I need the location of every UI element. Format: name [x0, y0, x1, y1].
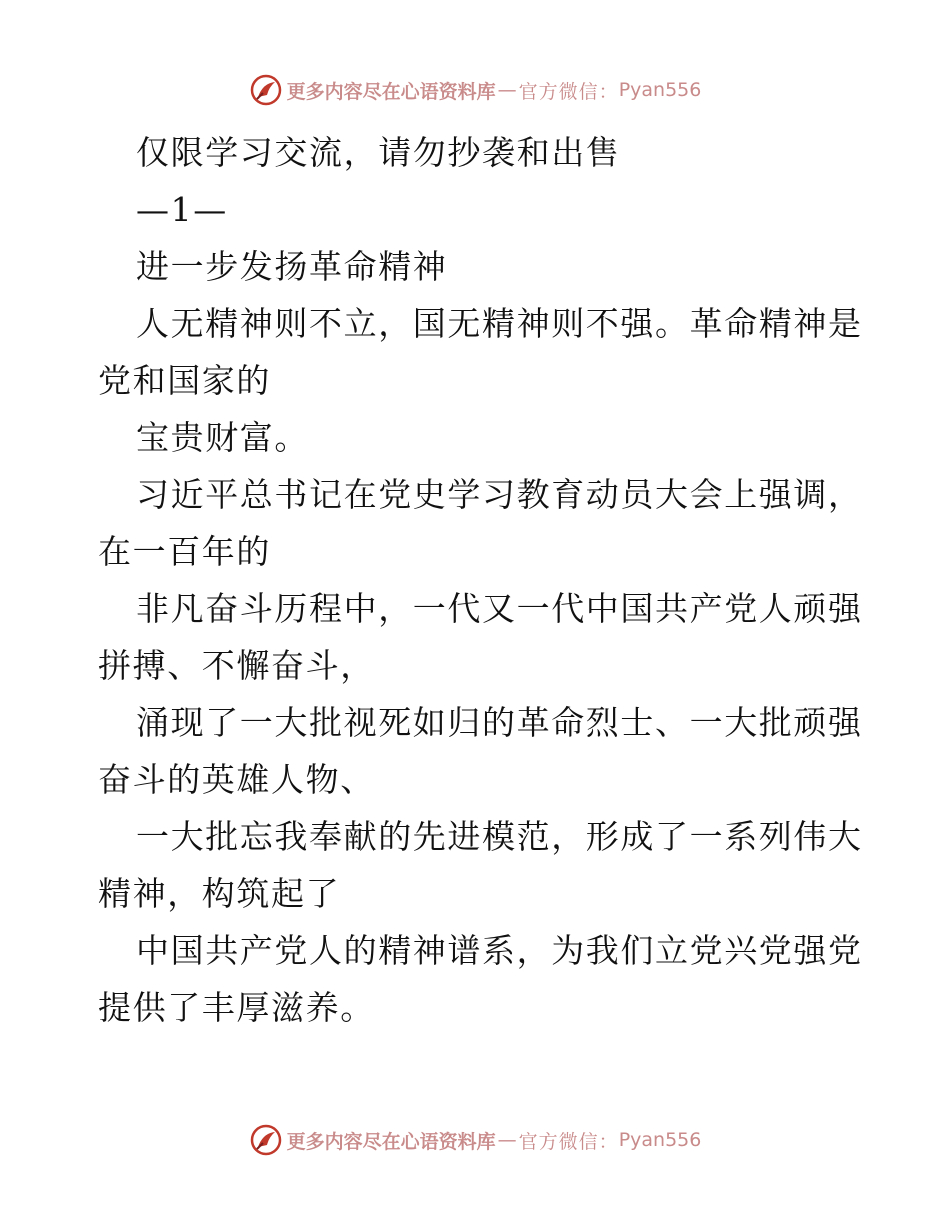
section-title: 进一步发扬革命精神	[136, 247, 448, 286]
watermark-separator: —	[497, 1129, 517, 1151]
body-line: 涌现了一大批视死如归的革命烈士、一大批顽强	[136, 703, 863, 742]
body-line: 奋斗的英雄人物、	[98, 760, 375, 799]
body-line: 仅限学习交流，请勿抄袭和出售	[136, 133, 621, 172]
watermark-handle: Pyan556	[618, 1129, 702, 1151]
footer-watermark	[0, 1120, 950, 1160]
body-line: 非凡奋斗历程中，一代又一代中国共产党人顽强	[136, 589, 863, 628]
header-watermark	[0, 70, 950, 110]
logo-icon	[249, 1123, 283, 1157]
body-line: 党和国家的	[98, 361, 271, 400]
logo-icon	[249, 73, 283, 107]
body-line: 在一百年的	[98, 532, 271, 571]
body-line: 一大批忘我奉献的先进模范，形成了一系列伟大	[136, 817, 863, 856]
watermark-separator: —	[497, 79, 517, 101]
body-line: 宝贵财富。	[136, 418, 309, 457]
watermark-side-text: 官方微信：	[518, 80, 619, 103]
body-line: 人无精神则不立，国无精神则不强。革命精神是	[136, 304, 863, 343]
watermark-main-text: 更多内容尽在心语资料库	[286, 80, 496, 103]
body-line: 习近平总书记在党史学习教育动员大会上强调，	[136, 475, 863, 514]
watermark-side-text: 官方微信：	[518, 1130, 619, 1153]
body-line: 提供了丰厚滋养。	[98, 988, 375, 1027]
document-body	[98, 124, 863, 1036]
page-number: —1—	[136, 190, 228, 229]
watermark-handle: Pyan556	[618, 79, 702, 101]
watermark-main-text: 更多内容尽在心语资料库	[286, 1130, 496, 1153]
body-line: 中国共产党人的精神谱系，为我们立党兴党强党	[136, 931, 863, 970]
body-line: 拼搏、不懈奋斗，	[98, 646, 375, 685]
body-line: 精神，构筑起了	[98, 874, 341, 913]
